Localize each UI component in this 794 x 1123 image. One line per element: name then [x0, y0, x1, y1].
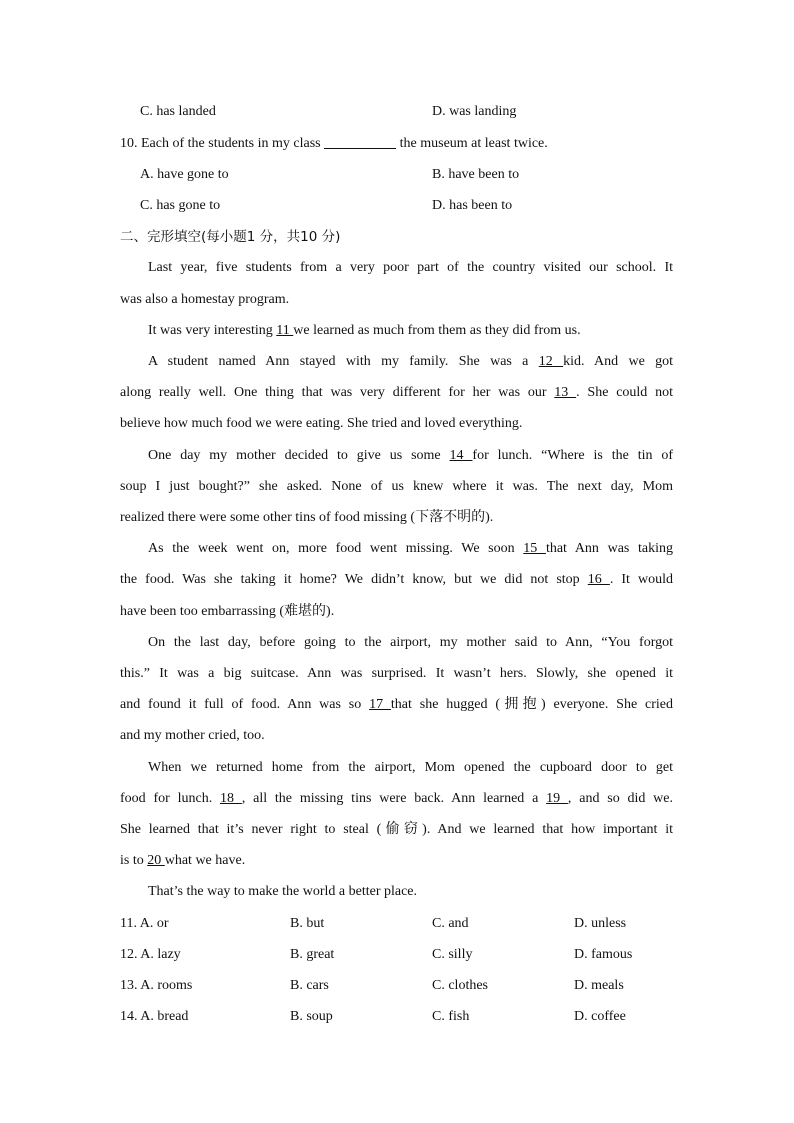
blank-15: 15 — [523, 541, 546, 556]
blank-13: 13 — [554, 385, 577, 400]
text: and found it full of food. Ann was so — [120, 697, 370, 712]
q12-option-b: B. great — [290, 947, 335, 962]
q12-option-a: 12. A. lazy — [120, 947, 181, 962]
text: , all the missing tins were back. Ann learned a — [241, 791, 547, 806]
q13-option-d: D. meals — [574, 978, 624, 993]
q10-option-d: D. has been to — [432, 198, 513, 213]
q11-option-c: C. and — [432, 916, 469, 931]
text: It was very interesting — [148, 323, 277, 338]
q9-option-c: C. has landed — [140, 104, 216, 119]
blank-16: 16 — [587, 572, 610, 587]
q10-option-b: B. have been to — [432, 167, 520, 182]
q10-stem-before: 10. Each of the students in my class — [120, 136, 321, 151]
q11-option-d: D. unless — [574, 916, 627, 931]
q10-option-a: A. have gone to — [140, 167, 229, 182]
text: A student named Ann stayed with my family. She was a — [148, 354, 539, 369]
passage-p3-line1 — [120, 352, 673, 372]
passage-p5-line1 — [120, 539, 673, 559]
q9-option-d: D. was landing — [432, 104, 517, 119]
q14-option-d: D. coffee — [574, 1009, 626, 1024]
passage-p6-line2: this.” It was a big suitcase. Ann was surprised. It wasn’t hers. Slowly, she opened it — [120, 666, 673, 681]
passage-p7-line1: When we returned home from the airport, Mom opened the cupboard door to get — [148, 760, 673, 775]
q10-stem-after: the museum at least twice. — [399, 136, 548, 151]
passage-p3-line3: believe how much food we were eating. She tried and loved everything. — [120, 416, 523, 431]
text: is to — [120, 853, 148, 868]
passage-p4-line2: soup I just bought?” she asked. None of us knew where it was. The next day, Mom — [120, 479, 673, 494]
passage-p4-line1 — [120, 446, 673, 466]
passage-p4-line3: realized there were some other tins of food missing (下落不明的). — [120, 510, 494, 525]
passage-p1-line2: was also a homestay program. — [120, 292, 290, 307]
q13-option-a: 13. A. rooms — [120, 978, 193, 993]
passage-p8: That’s the way to make the world a better place. — [148, 884, 418, 899]
blank-19: 19 — [546, 791, 568, 806]
passage-p7-line4 — [120, 851, 673, 871]
passage-p2 — [120, 321, 673, 341]
text: . She could not — [576, 385, 674, 400]
passage-p7-line2 — [120, 789, 673, 809]
blank-17: 17 — [369, 697, 391, 712]
text: what we have. — [164, 853, 246, 868]
q13-option-b: B. cars — [290, 978, 329, 993]
q14-option-a: 14. A. bread — [120, 1009, 189, 1024]
q10-stem — [120, 134, 673, 154]
section-title: 二、完形填空(每小题1 分，共10 分) — [120, 229, 341, 245]
blank-18: 18 — [220, 791, 242, 806]
passage-p3-line2 — [120, 383, 673, 403]
text: food for lunch. — [120, 791, 220, 806]
text: kid. And we got — [563, 354, 674, 369]
blank-20: 20 — [147, 853, 165, 868]
text: As the week went on, more food went missing. We soon — [148, 541, 524, 556]
text: for lunch. “Where is the tin of — [472, 448, 674, 463]
text: . It would — [609, 572, 674, 587]
blank-12: 12 — [538, 354, 564, 369]
text: One day my mother decided to give us some — [148, 448, 450, 463]
q12-option-d: D. famous — [574, 947, 633, 962]
text: that she hugged (拥抱) everyone. She cried — [390, 697, 673, 712]
passage-p7-line3: She learned that it’s never right to steal (偷窃). And we learned that how important it — [120, 822, 673, 837]
text: we learned as much from them as they did from us. — [293, 323, 581, 338]
q11-option-a: 11. A. or — [120, 916, 169, 931]
q13-option-c: C. clothes — [432, 978, 488, 993]
passage-p5-line2 — [120, 570, 673, 590]
passage-p6-line3 — [120, 695, 673, 715]
text: that Ann was taking — [545, 541, 674, 556]
text: the food. Was she taking it home? We didn’t know, but we did not stop — [120, 572, 588, 587]
q12-option-c: C. silly — [432, 947, 473, 962]
text: , and so did we. — [567, 791, 674, 806]
passage-p6-line4: and my mother cried, too. — [120, 728, 265, 743]
passage-p6-line1: On the last day, before going to the airport, my mother said to Ann, “You forgot — [148, 635, 673, 650]
q14-option-c: C. fish — [432, 1009, 470, 1024]
q10-answer-blank — [324, 134, 396, 149]
passage-p5-line3: have been too embarrassing (难堪的). — [120, 604, 335, 619]
q11-option-b: B. but — [290, 916, 325, 931]
blank-11: 11 — [276, 323, 294, 338]
passage-p1-line1: Last year, five students from a very poor part of the country visited our school. It — [148, 260, 673, 275]
q14-option-b: B. soup — [290, 1009, 333, 1024]
blank-14: 14 — [449, 448, 473, 463]
text: along really well. One thing that was very different for her was our — [120, 385, 555, 400]
q10-option-c: C. has gone to — [140, 198, 221, 213]
